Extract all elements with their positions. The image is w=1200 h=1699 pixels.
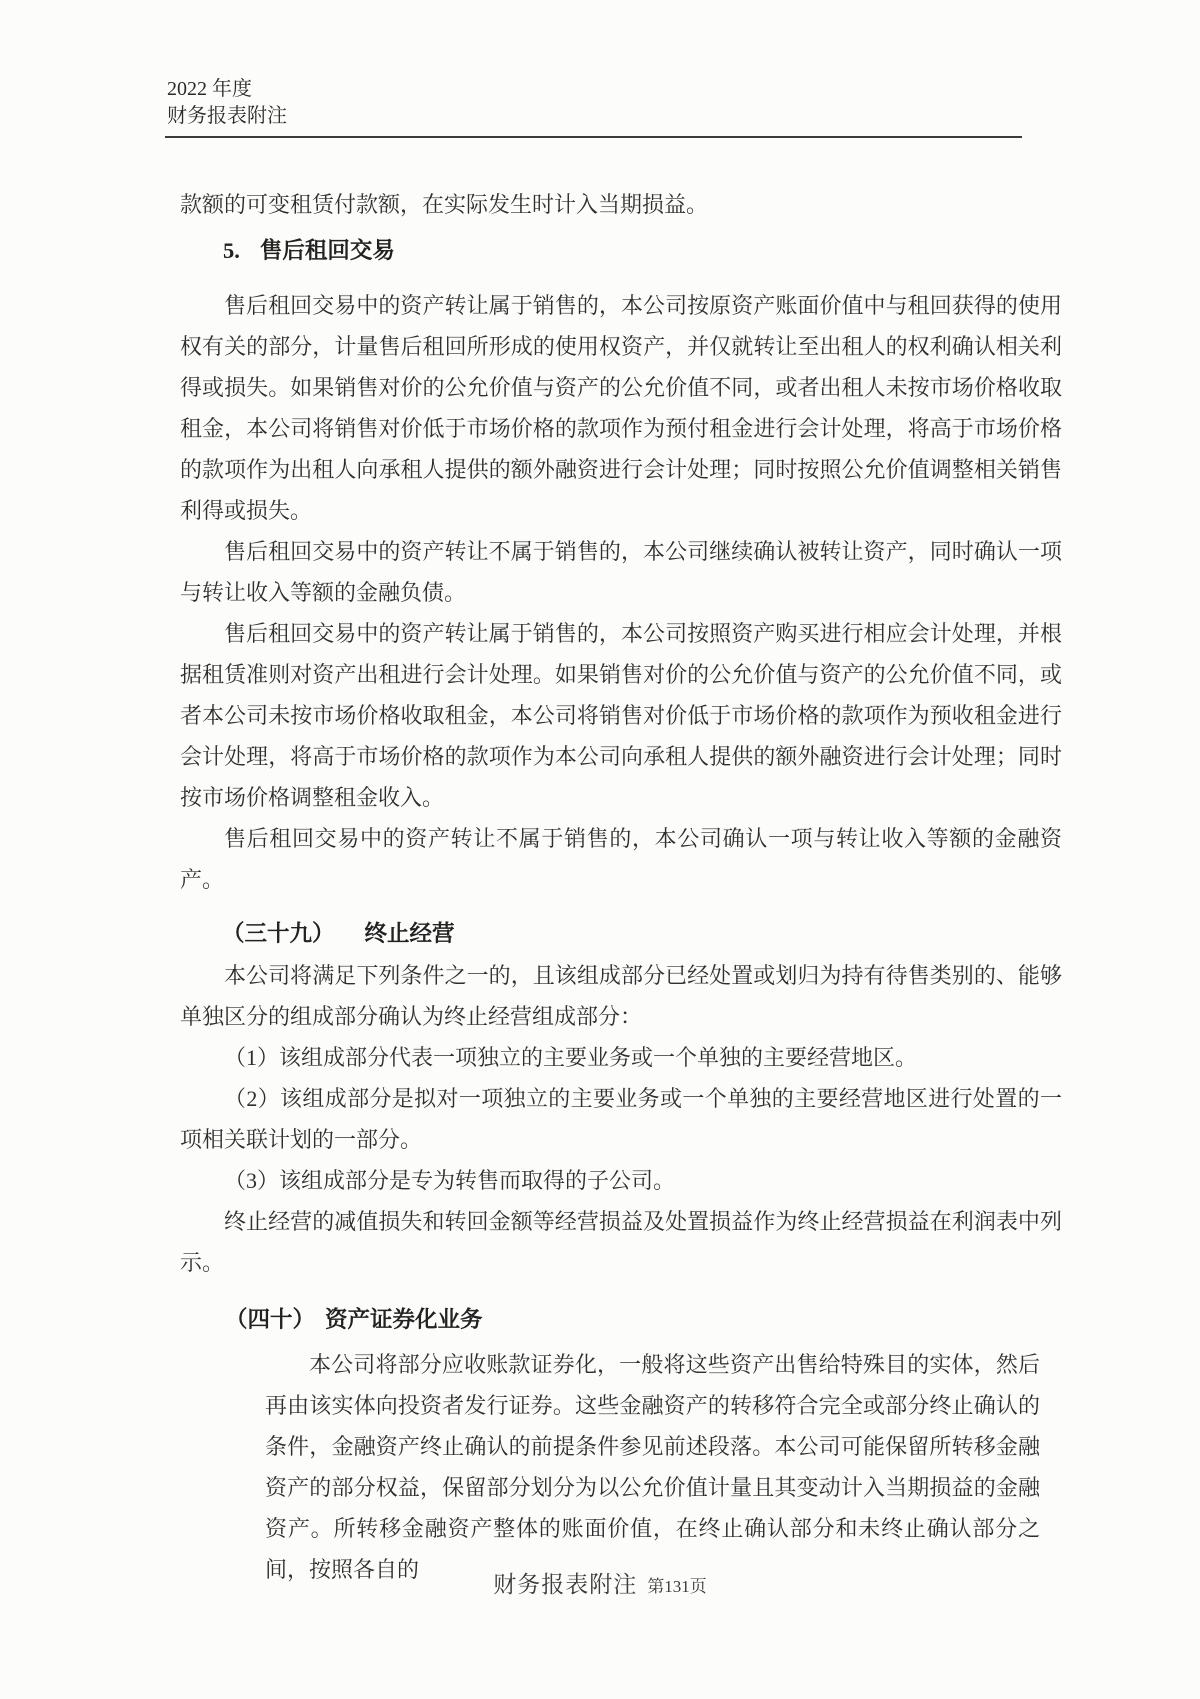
section-39-heading [180, 913, 1062, 954]
section-40-number: （四十） [225, 1307, 316, 1332]
section-39-title: 终止经营 [364, 921, 455, 946]
section-39-item-1: （1）该组成部分代表一项独立的主要业务或一个单独的主要经营地区。 [224, 1045, 918, 1070]
header-year-line: 2022 年度 [167, 78, 252, 100]
section-5-paragraph-2: 售后租回交易中的资产转让不属于销售的，本公司继续确认被转让资产，同时确认一项与转让收入等额的金融负债。 [180, 539, 1062, 605]
carryover-paragraph: 款额的可变租赁付款额，在实际发生时计入当期损益。 [180, 192, 709, 217]
section-40-paragraph-1: 本公司将部分应收账款证券化，一般将这些资产出售给特殊目的实体，然后再由该实体向投资者发行证券。这些金融资产的转移符合完全或部分终止确认的条件，金融资产终止确认的前提条件参见前述段落。本公司可能保留所转移金融资产的部分权益，保留部分划分为以公允价值计量且其变动计入当期损益的金融资产。所转移金融资产整体的账面价值，在终止确认部分和未终止确认部分之间，按照各自的 [265, 1352, 1040, 1582]
section-39-item-3: （3）该组成部分是专为转售而取得的子公司。 [224, 1168, 676, 1193]
section-5-heading [180, 230, 1062, 271]
section-40-title: 资产证券化业务 [325, 1307, 483, 1332]
header-doc-title: 财务报表附注 [167, 105, 287, 127]
section-5-title: 售后租回交易 [259, 238, 395, 263]
section-5-paragraph-4: 售后租回交易中的资产转让不属于销售的，本公司确认一项与转让收入等额的金融资产。 [180, 826, 1062, 892]
page-footer [0, 1566, 1200, 1599]
page-header [167, 76, 287, 130]
document-body [180, 184, 1062, 1590]
section-5-paragraph-3: 售后租回交易中的资产转让属于销售的，本公司按照资产购买进行相应会计处理，并根据租赁准则对资产出租进行会计处理。如果销售对价的公允价值与资产的公允价值不同，或者本公司未按市场价格收取租金，本公司将销售对价低于市场价格的款项作为预收租金进行会计处理，将高于市场价格的款项作为本公司向承租人提供的额外融资进行会计处理；同时按市场价格调整租金收入。 [180, 621, 1062, 810]
section-39-item-2: （2）该组成部分是拟对一项独立的主要业务或一个单独的主要经营地区进行处置的一项相关联计划的一部分。 [180, 1086, 1062, 1152]
section-40-heading [180, 1299, 1062, 1340]
footer-title: 财务报表附注 [493, 1572, 638, 1597]
footer-page-number: 第131页 [647, 1577, 707, 1596]
section-39-number: （三十九） [222, 921, 335, 946]
section-5-number: 5. [223, 238, 240, 263]
section-5-paragraph-1: 售后租回交易中的资产转让属于销售的，本公司按原资产账面价值中与租回获得的使用权有关的部分，计量售后租回所形成的使用权资产，并仅就转让至出租人的权利确认相关利得或损失。如果销售对价的公允价值与资产的公允价值不同，或者出租人未按市场价格收取租金，本公司将销售对价低于市场价格的款项作为预付租金进行会计处理，将高于市场价格的款项作为出租人向承租人提供的额外融资进行会计处理；同时按照公允价值调整相关销售利得或损失。 [180, 293, 1062, 523]
section-39-paragraph-1: 本公司将满足下列条件之一的，且该组成部分已经处置或划归为持有待售类别的、能够单独区分的组成部分确认为终止经营组成部分： [180, 963, 1062, 1029]
header-rule [165, 136, 1022, 138]
section-39-paragraph-2: 终止经营的减值损失和转回金额等经营损益及处置损益作为终止经营损益在利润表中列示。 [180, 1209, 1062, 1275]
